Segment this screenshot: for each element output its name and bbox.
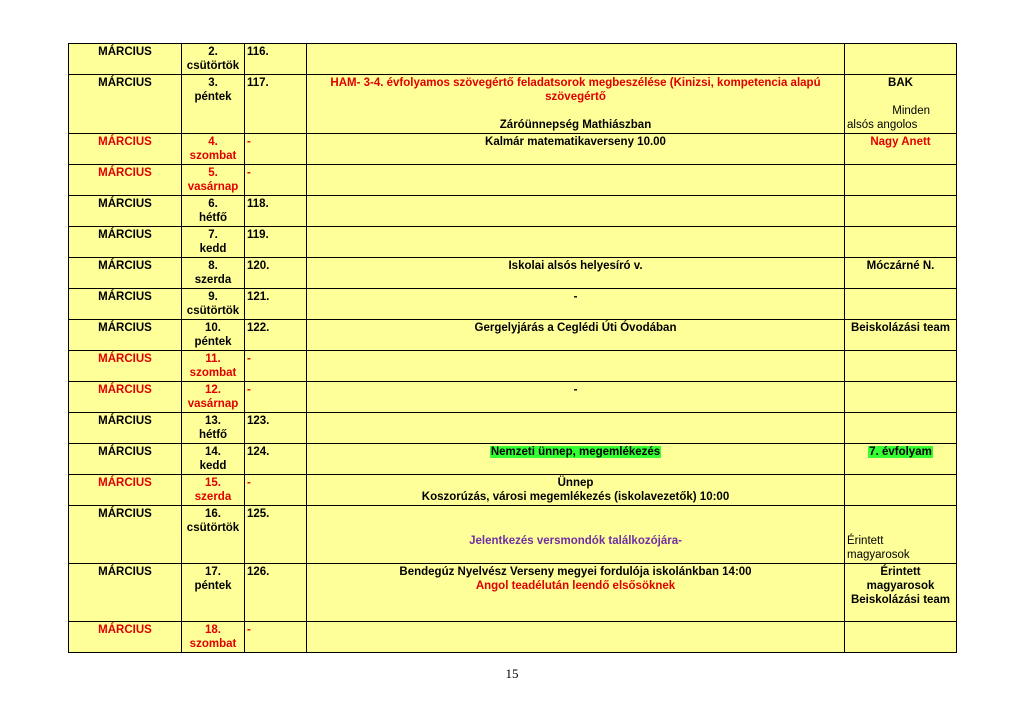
day-number: 4. (208, 136, 218, 148)
day-cell (182, 413, 245, 444)
responsible-text: Érintett (880, 566, 921, 578)
lesson-day-number: - (245, 134, 307, 165)
day-cell (182, 564, 245, 622)
table-row (69, 413, 957, 444)
day-name: csütörtök (186, 305, 240, 317)
day-number: 18. (205, 624, 221, 636)
responsible-cell (845, 382, 957, 413)
day-cell (182, 196, 245, 227)
table-row (69, 506, 957, 564)
table-row (69, 165, 957, 196)
day-number: 8. (208, 260, 218, 272)
day-cell (182, 351, 245, 382)
day-cell (182, 382, 245, 413)
lesson-day-number: - (245, 351, 307, 382)
lesson-day-number: 117. (245, 75, 307, 134)
month-cell: MÁRCIUS (69, 134, 182, 165)
responsible-cell (845, 444, 957, 475)
day-number: 16. (205, 508, 221, 520)
lesson-day-number: 121. (245, 289, 307, 320)
schedule-table (68, 43, 957, 653)
event-cell (307, 165, 845, 196)
day-number: 11. (205, 353, 221, 365)
month-cell: MÁRCIUS (69, 258, 182, 289)
day-name: péntek (194, 580, 232, 592)
day-number: 5. (208, 167, 218, 179)
table-row (69, 134, 957, 165)
event-text: Záróünnepség Mathiászban (499, 119, 652, 131)
responsible-text: BAK (888, 77, 913, 89)
event-cell: Kalmár matematikaverseny 10.00 (307, 134, 845, 165)
event-cell: - (307, 382, 845, 413)
table-row (69, 382, 957, 413)
responsible-cell (845, 351, 957, 382)
event-text: Bendegúz Nyelvész Verseny megyei fordulója iskolánkban 14:00 (399, 566, 752, 578)
day-number: 9. (208, 291, 218, 303)
event-cell (307, 444, 845, 475)
table-row (69, 227, 957, 258)
event-text: Angol teadélután leendő elsősöknek (475, 580, 676, 592)
day-name: szombat (189, 150, 237, 162)
table-row (69, 351, 957, 382)
event-cell (307, 44, 845, 75)
responsible-cell (845, 196, 957, 227)
table-row (69, 320, 957, 351)
day-cell (182, 134, 245, 165)
day-number: 17. (205, 566, 221, 578)
lesson-day-number: - (245, 165, 307, 196)
day-cell (182, 44, 245, 75)
responsible-cell (845, 564, 957, 622)
month-cell: MÁRCIUS (69, 196, 182, 227)
page-number: 15 (505, 666, 519, 681)
day-name: péntek (194, 91, 232, 103)
responsible-cell (845, 289, 957, 320)
day-cell (182, 289, 245, 320)
day-number: 10. (205, 322, 221, 334)
responsible-text: alsós angolos (847, 119, 918, 131)
day-name: péntek (194, 336, 232, 348)
month-cell: MÁRCIUS (69, 622, 182, 653)
day-cell (182, 506, 245, 564)
responsible-cell (845, 622, 957, 653)
responsible-cell (845, 165, 957, 196)
day-name: vasárnap (187, 181, 239, 193)
lesson-day-number: 125. (245, 506, 307, 564)
event-cell: Iskolai alsós helyesíró v. (307, 258, 845, 289)
day-cell (182, 444, 245, 475)
lesson-day-number: 118. (245, 196, 307, 227)
event-text: HAM- 3-4. évfolyamos szövegértő feladatsorok megbeszélése (Kinizsi, kompetencia alapú (330, 77, 821, 89)
month-cell: MÁRCIUS (69, 475, 182, 506)
responsible-cell (845, 44, 957, 75)
day-number: 14. (205, 446, 221, 458)
day-number: 7. (208, 229, 218, 241)
day-name: csütörtök (186, 60, 240, 72)
event-cell (307, 413, 845, 444)
responsible-cell (845, 475, 957, 506)
event-text: szövegértő (545, 91, 606, 103)
table-row (69, 75, 957, 134)
event-cell (307, 75, 845, 134)
day-number: 6. (208, 198, 218, 210)
responsible-text: Érintett (847, 535, 884, 547)
event-text: Jelentkezés versmondók találkozójára- (469, 535, 682, 547)
table-row (69, 196, 957, 227)
event-cell (307, 196, 845, 227)
day-name: szerda (194, 274, 232, 286)
event-cell (307, 564, 845, 622)
lesson-day-number: 124. (245, 444, 307, 475)
responsible-cell (845, 75, 957, 134)
day-number: 12. (205, 384, 221, 396)
lesson-day-number: 126. (245, 564, 307, 622)
day-name: vasárnap (187, 398, 239, 410)
lesson-day-number: 119. (245, 227, 307, 258)
month-cell: MÁRCIUS (69, 351, 182, 382)
table-row (69, 258, 957, 289)
table-row (69, 622, 957, 653)
day-name: csütörtök (186, 522, 240, 534)
responsible-cell (845, 506, 957, 564)
responsible-cell: Beiskolázási team (845, 320, 957, 351)
table-row (69, 475, 957, 506)
event-cell: - (307, 289, 845, 320)
responsible-cell (845, 227, 957, 258)
month-cell: MÁRCIUS (69, 44, 182, 75)
table-row (69, 444, 957, 475)
day-number: 3. (208, 77, 218, 89)
event-cell (307, 622, 845, 653)
day-number: 15. (205, 477, 221, 489)
day-cell (182, 165, 245, 196)
lesson-day-number: 120. (245, 258, 307, 289)
day-cell (182, 75, 245, 134)
day-name: kedd (199, 460, 227, 472)
responsible-cell: Nagy Anett (845, 134, 957, 165)
day-cell (182, 258, 245, 289)
day-cell (182, 227, 245, 258)
day-name: szerda (194, 491, 232, 503)
month-cell: MÁRCIUS (69, 564, 182, 622)
table-row (69, 564, 957, 622)
day-name: szombat (189, 638, 237, 650)
lesson-day-number: 116. (245, 44, 307, 75)
day-number: 2. (208, 46, 218, 58)
day-name: hétfő (198, 429, 228, 441)
lesson-day-number: 122. (245, 320, 307, 351)
responsible-cell (845, 413, 957, 444)
month-cell: MÁRCIUS (69, 444, 182, 475)
month-cell: MÁRCIUS (69, 413, 182, 444)
day-cell (182, 622, 245, 653)
lesson-day-number: - (245, 382, 307, 413)
month-cell: MÁRCIUS (69, 506, 182, 564)
month-cell: MÁRCIUS (69, 289, 182, 320)
lesson-day-number: 123. (245, 413, 307, 444)
responsible-text: magyarosok (866, 580, 935, 592)
month-cell: MÁRCIUS (69, 165, 182, 196)
responsible-text: Minden (892, 105, 930, 117)
event-text: Ünnep (557, 477, 594, 489)
month-cell: MÁRCIUS (69, 320, 182, 351)
lesson-day-number: - (245, 475, 307, 506)
lesson-day-number: - (245, 622, 307, 653)
event-cell (307, 475, 845, 506)
month-cell: MÁRCIUS (69, 382, 182, 413)
responsible-text: magyarosok (847, 549, 910, 561)
responsible-text: Beiskolázási team (850, 594, 951, 606)
month-cell: MÁRCIUS (69, 227, 182, 258)
event-cell (307, 506, 845, 564)
table-row (69, 44, 957, 75)
event-text: Koszorúzás, városi megemlékezés (iskolavezetők) 10:00 (421, 491, 730, 503)
day-cell (182, 320, 245, 351)
event-cell: Gergelyjárás a Ceglédi Úti Óvodában (307, 320, 845, 351)
table-row (69, 289, 957, 320)
day-name: kedd (199, 243, 227, 255)
day-name: szombat (189, 367, 237, 379)
day-cell (182, 475, 245, 506)
responsible-highlight: 7. évfolyam (869, 446, 932, 458)
responsible-cell: Móczárné N. (845, 258, 957, 289)
day-name: hétfő (198, 212, 228, 224)
month-cell: MÁRCIUS (69, 75, 182, 134)
event-cell (307, 227, 845, 258)
event-highlight: Nemzeti ünnep, megemlékezés (490, 446, 661, 458)
day-number: 13. (205, 415, 221, 427)
event-cell (307, 351, 845, 382)
